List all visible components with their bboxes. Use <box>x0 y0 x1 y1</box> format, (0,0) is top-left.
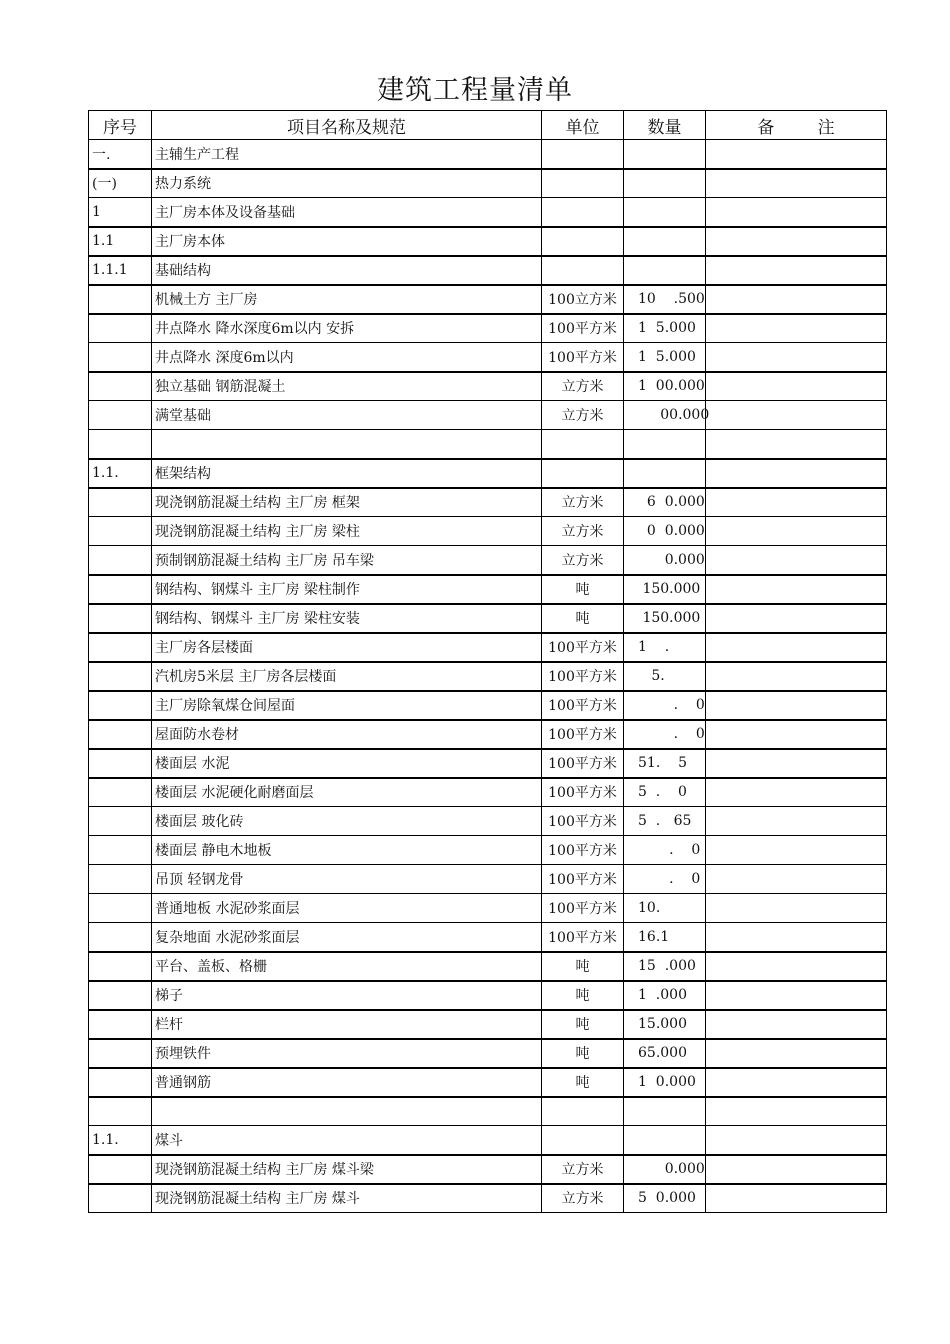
table-row <box>89 981 887 1010</box>
row-name-cell: 现浇钢筋混凝土结构 主厂房 煤斗 <box>152 1184 542 1213</box>
table-row <box>89 227 887 256</box>
row-seq-cell <box>89 662 152 691</box>
row-note-cell <box>706 836 887 865</box>
row-unit-cell: 吨 <box>542 575 624 604</box>
row-unit-cell: 立方米 <box>542 372 624 401</box>
row-seq-cell <box>89 546 152 575</box>
row-seq-cell <box>89 1184 152 1213</box>
row-qty-cell <box>624 140 706 169</box>
table-row <box>89 546 887 575</box>
row-seq-cell <box>89 865 152 894</box>
row-name-cell: 现浇钢筋混凝土结构 主厂房 框架 <box>152 488 542 517</box>
row-note-cell <box>706 981 887 1010</box>
row-qty-cell <box>624 1126 706 1155</box>
row-note-cell <box>706 488 887 517</box>
row-name-cell: 预制钢筋混凝土结构 主厂房 吊车梁 <box>152 546 542 575</box>
row-name-cell: 汽机房5米层 主厂房各层楼面 <box>152 662 542 691</box>
row-note-cell <box>706 343 887 372</box>
row-unit-cell: 吨 <box>542 604 624 633</box>
row-note-cell <box>706 546 887 575</box>
row-note-cell <box>706 1068 887 1097</box>
row-name-cell: 主厂房本体及设备基础 <box>152 198 542 227</box>
row-seq-cell <box>89 981 152 1010</box>
row-qty-cell: 0.000 <box>624 1155 706 1184</box>
table-row <box>89 778 887 807</box>
table-row <box>89 633 887 662</box>
row-seq-cell <box>89 778 152 807</box>
row-unit-cell: 100平方米 <box>542 633 624 662</box>
row-qty-cell: . 0 <box>624 691 706 720</box>
row-name-cell: 独立基础 钢筋混凝土 <box>152 372 542 401</box>
row-qty-cell <box>624 198 706 227</box>
row-name-cell: 主辅生产工程 <box>152 140 542 169</box>
row-note-cell <box>706 430 887 459</box>
table-row <box>89 372 887 401</box>
row-seq-cell <box>89 952 152 981</box>
row-unit-cell: 100平方米 <box>542 720 624 749</box>
row-unit-cell: 100平方米 <box>542 343 624 372</box>
row-note-cell <box>706 604 887 633</box>
row-unit-cell <box>542 1126 624 1155</box>
header-unit: 单位 <box>542 111 624 140</box>
row-name-cell: 主厂房本体 <box>152 227 542 256</box>
row-note-cell <box>706 662 887 691</box>
row-qty-cell: 1 . <box>624 633 706 662</box>
row-note-cell <box>706 807 887 836</box>
row-unit-cell: 吨 <box>542 1010 624 1039</box>
row-note-cell <box>706 227 887 256</box>
row-name-cell: 楼面层 水泥 <box>152 749 542 778</box>
table-row <box>89 459 887 488</box>
row-qty-cell: . 0 <box>624 865 706 894</box>
row-qty-cell: 1 00.000 <box>624 372 706 401</box>
row-name-cell: 基础结构 <box>152 256 542 285</box>
row-qty-cell <box>624 430 706 459</box>
table-row <box>89 865 887 894</box>
row-note-cell <box>706 198 887 227</box>
row-name-cell: 现浇钢筋混凝土结构 主厂房 煤斗梁 <box>152 1155 542 1184</box>
row-name-cell: 楼面层 静电木地板 <box>152 836 542 865</box>
row-qty-cell: 1 5.000 <box>624 343 706 372</box>
table-row <box>89 1068 887 1097</box>
row-note-cell <box>706 459 887 488</box>
row-seq-cell <box>89 1068 152 1097</box>
row-qty-cell <box>624 459 706 488</box>
row-name-cell: 普通地板 水泥砂浆面层 <box>152 894 542 923</box>
row-seq-cell <box>89 633 152 662</box>
row-note-cell <box>706 952 887 981</box>
row-unit-cell <box>542 430 624 459</box>
table-row <box>89 430 887 459</box>
table-row <box>89 720 887 749</box>
row-seq-cell <box>89 372 152 401</box>
row-name-cell: 井点降水 降水深度6m以内 安拆 <box>152 314 542 343</box>
row-name-cell: 井点降水 深度6m以内 <box>152 343 542 372</box>
row-unit-cell <box>542 198 624 227</box>
row-unit-cell: 立方米 <box>542 517 624 546</box>
row-name-cell: 现浇钢筋混凝土结构 主厂房 梁柱 <box>152 517 542 546</box>
row-unit-cell: 100平方米 <box>542 749 624 778</box>
row-note-cell <box>706 633 887 662</box>
row-unit-cell <box>542 459 624 488</box>
row-qty-cell: 00.000 <box>624 401 706 430</box>
row-seq-cell <box>89 314 152 343</box>
table-header-row <box>89 111 887 140</box>
row-unit-cell: 100平方米 <box>542 807 624 836</box>
row-qty-cell: 1 .000 <box>624 981 706 1010</box>
row-seq-cell <box>89 430 152 459</box>
table-row <box>89 314 887 343</box>
table-row <box>89 952 887 981</box>
row-name-cell: 煤斗 <box>152 1126 542 1155</box>
header-name: 项目名称及规范 <box>152 111 542 140</box>
row-note-cell <box>706 372 887 401</box>
page-title: 建筑工程量清单 <box>377 75 573 106</box>
row-unit-cell: 立方米 <box>542 1155 624 1184</box>
row-seq-cell <box>89 488 152 517</box>
row-seq-cell: 1.1. <box>89 1126 152 1155</box>
row-name-cell: 平台、盖板、格栅 <box>152 952 542 981</box>
table-row <box>89 1155 887 1184</box>
row-unit-cell: 立方米 <box>542 488 624 517</box>
row-unit-cell: 100平方米 <box>542 894 624 923</box>
row-note-cell <box>706 894 887 923</box>
row-name-cell: 吊顶 轻钢龙骨 <box>152 865 542 894</box>
row-unit-cell: 立方米 <box>542 401 624 430</box>
row-note-cell <box>706 140 887 169</box>
row-seq-cell: (一) <box>89 169 152 198</box>
table-row <box>89 1039 887 1068</box>
table-row <box>89 575 887 604</box>
row-seq-cell <box>89 1155 152 1184</box>
row-name-cell: 栏杆 <box>152 1010 542 1039</box>
row-qty-cell <box>624 1097 706 1126</box>
row-name-cell <box>152 1097 542 1126</box>
row-seq-cell <box>89 517 152 546</box>
row-unit-cell: 100平方米 <box>542 923 624 952</box>
row-name-cell: 预埋铁件 <box>152 1039 542 1068</box>
row-name-cell: 梯子 <box>152 981 542 1010</box>
row-seq-cell <box>89 575 152 604</box>
row-seq-cell <box>89 604 152 633</box>
row-note-cell <box>706 1039 887 1068</box>
row-qty-cell: 5 0.000 <box>624 1184 706 1213</box>
row-unit-cell: 100平方米 <box>542 836 624 865</box>
row-name-cell: 屋面防水卷材 <box>152 720 542 749</box>
row-seq-cell <box>89 401 152 430</box>
table-row <box>89 923 887 952</box>
row-seq-cell <box>89 343 152 372</box>
quantity-table <box>88 110 887 1213</box>
row-note-cell <box>706 1097 887 1126</box>
row-qty-cell: . 0 <box>624 720 706 749</box>
row-qty-cell: 1 5.000 <box>624 314 706 343</box>
row-unit-cell: 100平方米 <box>542 314 624 343</box>
row-note-cell <box>706 778 887 807</box>
table-row <box>89 691 887 720</box>
row-unit-cell: 100平方米 <box>542 662 624 691</box>
row-seq-cell <box>89 285 152 314</box>
row-name-cell: 机械土方 主厂房 <box>152 285 542 314</box>
table-row <box>89 198 887 227</box>
row-name-cell: 楼面层 玻化砖 <box>152 807 542 836</box>
row-unit-cell: 100平方米 <box>542 691 624 720</box>
row-qty-cell <box>624 227 706 256</box>
row-qty-cell: 1 0.000 <box>624 1068 706 1097</box>
table-row <box>89 517 887 546</box>
row-unit-cell: 吨 <box>542 1068 624 1097</box>
row-qty-cell: 5. <box>624 662 706 691</box>
row-seq-cell: 1.1.1 <box>89 256 152 285</box>
table-row <box>89 894 887 923</box>
table-row <box>89 1010 887 1039</box>
row-qty-cell: 6 0.000 <box>624 488 706 517</box>
row-note-cell <box>706 1155 887 1184</box>
row-name-cell <box>152 430 542 459</box>
row-qty-cell: 10 .500 <box>624 285 706 314</box>
row-unit-cell <box>542 140 624 169</box>
table-row <box>89 488 887 517</box>
row-note-cell <box>706 256 887 285</box>
row-unit-cell: 立方米 <box>542 1184 624 1213</box>
row-name-cell: 主厂房各层楼面 <box>152 633 542 662</box>
table-row <box>89 662 887 691</box>
row-note-cell <box>706 691 887 720</box>
table-row <box>89 604 887 633</box>
row-qty-cell: 65.000 <box>624 1039 706 1068</box>
row-note-cell <box>706 517 887 546</box>
row-note-cell <box>706 169 887 198</box>
row-name-cell: 满堂基础 <box>152 401 542 430</box>
row-qty-cell: 5 . 0 <box>624 778 706 807</box>
row-name-cell: 钢结构、钢煤斗 主厂房 梁柱安装 <box>152 604 542 633</box>
row-note-cell <box>706 720 887 749</box>
header-seq: 序号 <box>89 111 152 140</box>
table-row <box>89 1184 887 1213</box>
row-seq-cell <box>89 749 152 778</box>
row-unit-cell: 吨 <box>542 981 624 1010</box>
row-qty-cell: 0 0.000 <box>624 517 706 546</box>
row-name-cell: 钢结构、钢煤斗 主厂房 梁柱制作 <box>152 575 542 604</box>
row-note-cell <box>706 923 887 952</box>
row-qty-cell: 150.000 <box>624 604 706 633</box>
row-unit-cell: 立方米 <box>542 546 624 575</box>
row-seq-cell <box>89 1010 152 1039</box>
row-seq-cell <box>89 691 152 720</box>
row-note-cell <box>706 1126 887 1155</box>
row-qty-cell <box>624 169 706 198</box>
row-name-cell: 普通钢筋 <box>152 1068 542 1097</box>
table-row <box>89 285 887 314</box>
row-name-cell: 热力系统 <box>152 169 542 198</box>
row-seq-cell <box>89 894 152 923</box>
row-seq-cell <box>89 1039 152 1068</box>
row-name-cell: 复杂地面 水泥砂浆面层 <box>152 923 542 952</box>
row-seq-cell: 1.1 <box>89 227 152 256</box>
table-row <box>89 749 887 778</box>
row-qty-cell: 51. 5 <box>624 749 706 778</box>
row-unit-cell: 100平方米 <box>542 778 624 807</box>
row-qty-cell: 150.000 <box>624 575 706 604</box>
row-seq-cell <box>89 807 152 836</box>
table-row <box>89 807 887 836</box>
row-name-cell: 主厂房除氧煤仓间屋面 <box>152 691 542 720</box>
row-note-cell <box>706 1184 887 1213</box>
row-unit-cell: 吨 <box>542 1039 624 1068</box>
row-unit-cell: 吨 <box>542 952 624 981</box>
table-row <box>89 836 887 865</box>
row-seq-cell <box>89 1097 152 1126</box>
row-note-cell <box>706 1010 887 1039</box>
table-row <box>89 343 887 372</box>
row-seq-cell: 1 <box>89 198 152 227</box>
row-note-cell <box>706 749 887 778</box>
row-seq-cell: 1.1. <box>89 459 152 488</box>
row-qty-cell: 15 .000 <box>624 952 706 981</box>
row-seq-cell <box>89 923 152 952</box>
row-qty-cell: 5 . 65 <box>624 807 706 836</box>
row-unit-cell <box>542 227 624 256</box>
row-unit-cell <box>542 256 624 285</box>
row-qty-cell: 10. <box>624 894 706 923</box>
row-seq-cell <box>89 836 152 865</box>
header-qty: 数量 <box>624 111 706 140</box>
row-note-cell <box>706 314 887 343</box>
row-unit-cell: 100立方米 <box>542 285 624 314</box>
row-seq-cell: 一. <box>89 140 152 169</box>
row-qty-cell: 0.000 <box>624 546 706 575</box>
row-note-cell <box>706 865 887 894</box>
row-qty-cell: 16.1 <box>624 923 706 952</box>
row-unit-cell <box>542 1097 624 1126</box>
row-name-cell: 框架结构 <box>152 459 542 488</box>
row-seq-cell <box>89 720 152 749</box>
row-note-cell <box>706 575 887 604</box>
table-row <box>89 1126 887 1155</box>
row-unit-cell: 100平方米 <box>542 865 624 894</box>
row-unit-cell <box>542 169 624 198</box>
table-row <box>89 256 887 285</box>
table-row <box>89 140 887 169</box>
row-note-cell <box>706 285 887 314</box>
row-qty-cell: 15.000 <box>624 1010 706 1039</box>
row-qty-cell <box>624 256 706 285</box>
row-qty-cell: . 0 <box>624 836 706 865</box>
header-note: 备 注 <box>706 111 887 140</box>
row-name-cell: 楼面层 水泥硬化耐磨面层 <box>152 778 542 807</box>
table-row <box>89 169 887 198</box>
table-row <box>89 1097 887 1126</box>
row-note-cell <box>706 401 887 430</box>
table-row <box>89 401 887 430</box>
